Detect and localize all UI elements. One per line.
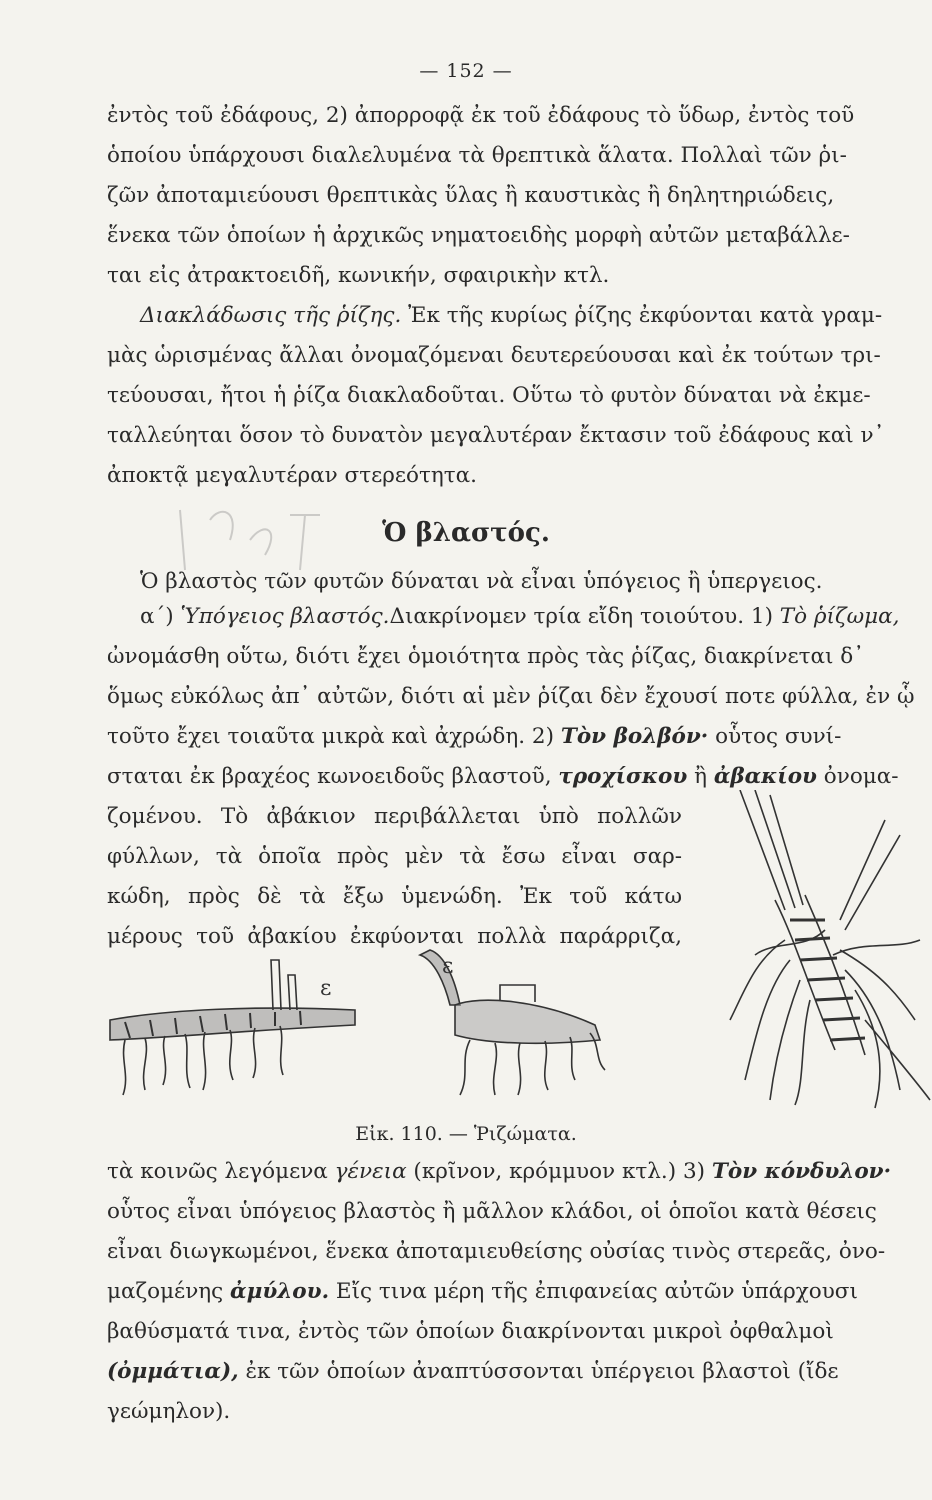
text-line — [107, 1278, 858, 1306]
term: Τὸν βολβόν· — [560, 724, 709, 749]
paragraph-first-line — [140, 603, 900, 631]
figure-rhizome-right — [400, 945, 640, 1100]
text-line: βαθύσματά τινα, ἐντὸς τῶν ὁποίων διακρίνονται μικροὶ ὀφθαλμοὶ — [107, 1319, 834, 1344]
text-line: ὁποίου ὑπάρχουσι διαλελυμένα τὰ θρεπτικὰ ἅλατα. Πολλαὶ τῶν ῥι- — [107, 143, 847, 168]
figure-rhizome-left — [105, 950, 365, 1100]
text-span: Εἴς τινα μέρη τῆς ἐπιφανείας αὐτῶν ὑπάρχουσι — [329, 1279, 858, 1304]
text-line: ζομένου. Τὸ ἀβάκιον περιβάλλεται ὑπὸ πολλῶν — [107, 804, 682, 829]
text-line: εἶναι διωγκωμένοι, ἕνεκα ἀποταμιευθείσης οὐσίας τινὸς στερεᾶς, ὀνο- — [107, 1239, 886, 1264]
term: Τὸ ῥίζωμα, — [779, 604, 900, 629]
text-line: κώδη, πρὸς δὲ τὰ ἔξω ὑμενώδη. Ἐκ τοῦ κάτω — [107, 884, 682, 909]
text-line: μέρους τοῦ ἀβακίου ἐκφύονται πολλὰ παράρριζα, — [107, 924, 682, 949]
text-line — [107, 723, 842, 751]
text-span: α΄) — [140, 604, 181, 629]
section-term: Ὑπόγειος βλαστός. — [180, 604, 390, 629]
text-line: ταλλεύηται ὅσον τὸ δυνατὸν μεγαλυτέραν ἔκτασιν τοῦ ἐδάφους καὶ ν᾽ — [107, 423, 885, 448]
text-span: τὰ κοινῶς λεγόμενα — [107, 1159, 335, 1184]
text-span: (κρῖνον, κρόμμυον κτλ.) 3) — [406, 1159, 712, 1184]
text-line: ἕνεκα τῶν ὁποίων ἡ ἀρχικῶς νηματοειδὴς μορφὴ αὐτῶν μεταβάλλε- — [107, 223, 850, 248]
figure-label-e: ε — [442, 954, 454, 979]
text-line: ἐντὸς τοῦ ἐδάφους, 2) ἀπορροφᾷ ἐκ τοῦ ἐδάφους τὸ ὕδωρ, ἐντὸς τοῦ — [107, 103, 855, 128]
text-span: ἐκ τῶν ὁποίων ἀναπτύσσονται ὑπέργειοι βλαστοὶ (ἴδε — [238, 1359, 839, 1384]
text-span: ὀνομα- — [816, 764, 899, 789]
text-line: μὰς ὡρισμένας ἄλλαι ὀνομαζόμεναι δευτερεύουσαι καὶ ἐκ τούτων τρι- — [107, 343, 881, 368]
term: ἀμύλου. — [230, 1279, 330, 1304]
text-line: ὅμως εὐκόλως ἀπ᾽ αὐτῶν, διότι αἱ μὲν ῥίζαι δὲν ἔχουσί ποτε φύλλα, ἐν ᾧ — [107, 684, 915, 709]
text-line: οὗτος εἶναι ὑπόγειος βλαστὸς ἢ μᾶλλον κλάδοι, οἱ ὁποῖοι κατὰ θέσεις — [107, 1199, 877, 1224]
text-line — [107, 1158, 892, 1186]
term: τροχίσκου — [558, 764, 688, 789]
term: (ὀμμάτια), — [107, 1359, 239, 1384]
text-line: ὠνομάσθη οὕτω, διότι ἔχει ὁμοιότητα πρὸς τὰς ῥίζας, διακρίνεται δ᾽ — [107, 644, 864, 669]
text-span: σταται ἐκ βραχέος κωνοειδοῦς βλαστοῦ, — [107, 764, 559, 789]
term: Τὸν κόνδυλον· — [711, 1159, 892, 1184]
figure-caption: Εἰκ. 110. — Ῥιζώματα. — [355, 1123, 577, 1145]
text-span: Διακρίνομεν τρία εἴδη τοιούτου. 1) — [389, 604, 780, 629]
text-span: τοῦτο ἔχει τοιαῦτα μικρὰ καὶ ἀχρώδη. 2) — [107, 724, 561, 749]
text-span: Ἐκ τῆς κυρίως ῥίζης ἐκφύονται κατὰ γραμ- — [401, 303, 883, 328]
text-span: μαζομένης — [107, 1279, 231, 1304]
text-line: τεύουσαι, ἤτοι ἡ ῥίζα διακλαδοῦται. Οὕτω τὸ φυτὸν δύναται νὰ ἐκμε- — [107, 383, 871, 408]
figure-bulb-illustration — [715, 790, 932, 1110]
section-heading: Ὁ βλαστός. — [382, 518, 550, 548]
page-number: — 152 — — [419, 60, 513, 82]
figure-label-e: ε — [320, 976, 332, 1001]
text-line: φύλλων, τὰ ὁποῖα πρὸς μὲν τὰ ἔσω εἶναι σαρ- — [107, 844, 682, 869]
text-span: ἢ — [687, 764, 714, 789]
text-line: ται εἰς ἀτρακτοειδῆ, κωνικήν, σφαιρικὴν κτλ. — [107, 263, 610, 288]
text-line: Ὁ βλαστὸς τῶν φυτῶν δύναται νὰ εἶναι ὑπόγειος ἢ ὑπεργειος. — [140, 569, 823, 594]
text-line — [107, 1358, 839, 1386]
text-line — [107, 763, 899, 791]
text-line: ζῶν ἀποταμιεύουσι θρεπτικὰς ὕλας ἢ καυστικὰς ἢ δηλητηριώδεις, — [107, 183, 835, 208]
paragraph-first-line — [140, 302, 883, 330]
term: ἀβακίου — [713, 764, 817, 789]
text-span: οὗτος συνί- — [708, 724, 842, 749]
term: γένεια — [334, 1159, 407, 1184]
text-line: ἀποκτᾷ μεγαλυτέραν στερεότητα. — [107, 463, 478, 488]
section-term: Διακλάδωσις τῆς ῥίζης. — [140, 303, 402, 328]
text-line: γεώμηλον). — [107, 1399, 231, 1424]
